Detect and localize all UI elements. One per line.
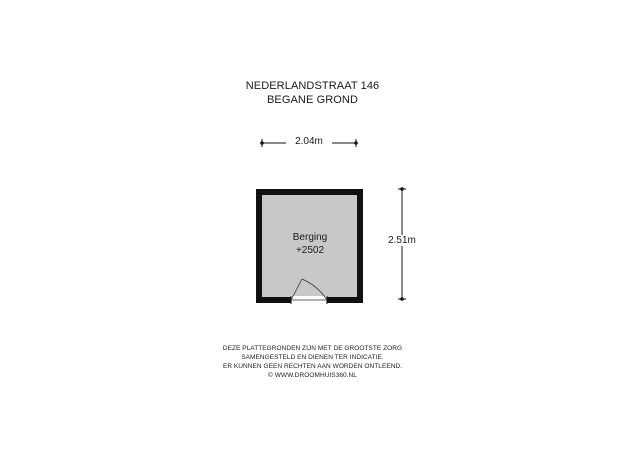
copyright-line: © WWW.DROOMHUIS360.NL (268, 372, 357, 379)
width-dimension-label: 2.04m (295, 136, 323, 147)
floor-title: BEGANE GROND (266, 94, 359, 106)
disclaimer-line-3: ER KUNNEN GEEN RECHTEN AAN WORDEN ONTLEEND. (222, 363, 403, 370)
disclaimer-line-1: DEZE PLATTEGRONDEN ZIJN MET DE GROOTSTE ZORG (222, 345, 403, 352)
room-name-label: Berging (292, 232, 328, 243)
room-level-label: +2502 (295, 245, 325, 256)
height-dimension-label: 2.51m (385, 235, 419, 246)
disclaimer-line-2: SAMENGESTELD EN DIENEN TER INDICATIE. (241, 354, 384, 361)
address-title: NEDERLANDSTRAAT 146 (245, 80, 380, 92)
